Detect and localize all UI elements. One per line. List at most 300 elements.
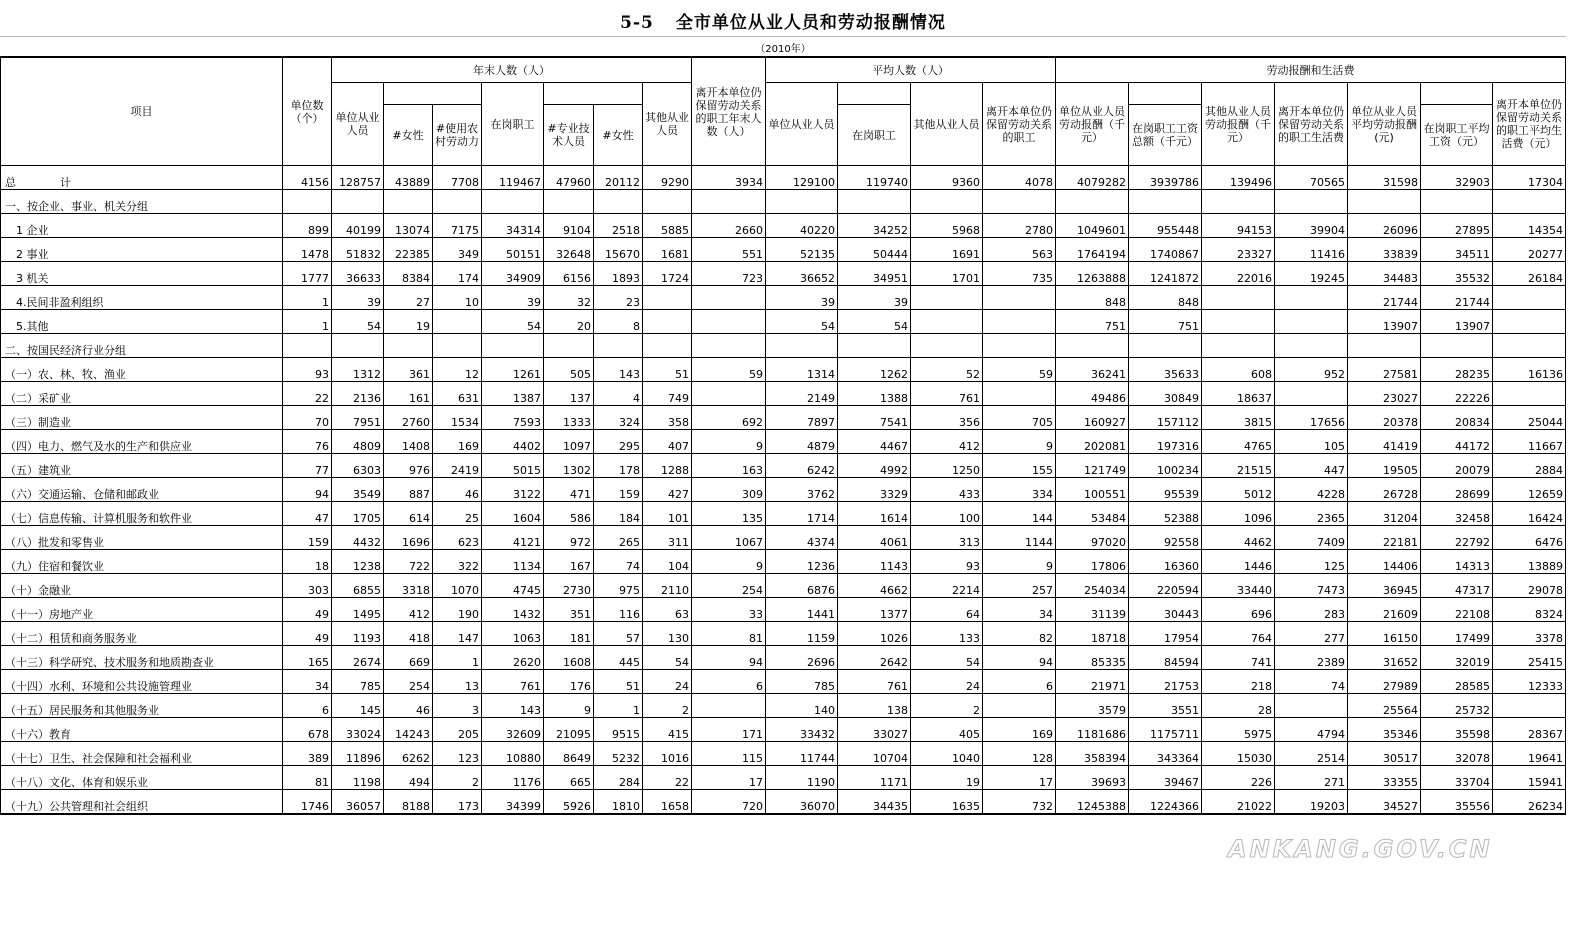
table-cell: 25415 <box>1493 646 1566 670</box>
table-cell: 34314 <box>482 214 544 238</box>
header-other-workers: 其他从业人员 <box>643 83 692 166</box>
table-cell: 2 <box>911 694 983 718</box>
table-cell <box>911 286 983 310</box>
header-avg-on-post: 在岗职工 <box>838 105 911 166</box>
table-cell: 669 <box>384 646 433 670</box>
table-cell: 2514 <box>1275 742 1348 766</box>
table-cell: 665 <box>544 766 594 790</box>
table-cell: 322 <box>433 550 482 574</box>
table-cell: 16424 <box>1493 502 1566 526</box>
table-row <box>1 238 1566 262</box>
table-cell: 1040 <box>911 742 983 766</box>
header-female-2: #女性 <box>594 105 643 166</box>
table-cell: 33839 <box>1348 238 1421 262</box>
table-cell: 4809 <box>332 430 384 454</box>
table-cell: 22 <box>283 382 332 406</box>
table-cell <box>643 310 692 334</box>
table-cell: 351 <box>544 598 594 622</box>
table-cell: 28367 <box>1493 718 1566 742</box>
table-cell: 8188 <box>384 790 433 815</box>
table-cell: 8324 <box>1493 598 1566 622</box>
table-cell: 64 <box>911 598 983 622</box>
table-cell <box>643 190 692 214</box>
table-cell: 1478 <box>283 238 332 262</box>
table-cell: 25564 <box>1348 694 1421 718</box>
table-cell: 169 <box>433 430 482 454</box>
table-cell: 324 <box>594 406 643 430</box>
table-row <box>1 262 1566 286</box>
table-cell: 764 <box>1202 622 1275 646</box>
header-pay-unit: 单位从业人员劳动报酬（千元） <box>1056 83 1129 166</box>
table-cell: 9515 <box>594 718 643 742</box>
table-cell: 976 <box>384 454 433 478</box>
table-cell: 20378 <box>1348 406 1421 430</box>
table-cell: 36633 <box>332 262 384 286</box>
table-cell: 94153 <box>1202 214 1275 238</box>
table-cell: 761 <box>911 382 983 406</box>
table-cell: 4467 <box>838 430 911 454</box>
table-cell: 412 <box>911 430 983 454</box>
table-cell <box>692 334 766 358</box>
table-cell: 52135 <box>766 238 838 262</box>
table-cell: 220594 <box>1129 574 1202 598</box>
table-cell: 51 <box>643 358 692 382</box>
table-cell: 32609 <box>482 718 544 742</box>
table-cell: 178 <box>594 454 643 478</box>
table-cell: 46 <box>433 478 482 502</box>
table-cell: 1134 <box>482 550 544 574</box>
row-label: （十一）房地产业 <box>1 598 283 622</box>
table-cell: 36241 <box>1056 358 1129 382</box>
table-cell: 184 <box>594 502 643 526</box>
table-cell: 952 <box>1275 358 1348 382</box>
table-cell: 82 <box>983 622 1056 646</box>
table-row <box>1 766 1566 790</box>
table-cell: 1 <box>283 286 332 310</box>
table-cell: 1446 <box>1202 550 1275 574</box>
table-cell: 33027 <box>838 718 911 742</box>
table-cell: 92558 <box>1129 526 1202 550</box>
table-cell: 311 <box>643 526 692 550</box>
table-cell: 26234 <box>1493 790 1566 815</box>
table-cell: 25732 <box>1421 694 1493 718</box>
table-cell: 848 <box>1129 286 1202 310</box>
table-cell: 25 <box>433 502 482 526</box>
table-cell <box>1275 334 1348 358</box>
table-cell: 129100 <box>766 166 838 190</box>
header-professional: #专业技术人员 <box>544 105 594 166</box>
table-cell: 36070 <box>766 790 838 815</box>
table-cell: 28 <box>1202 694 1275 718</box>
table-cell: 1224366 <box>1129 790 1202 815</box>
table-cell: 7473 <box>1275 574 1348 598</box>
table-cell <box>544 190 594 214</box>
table-cell: 7593 <box>482 406 544 430</box>
table-cell: 1 <box>433 646 482 670</box>
table-cell: 3934 <box>692 166 766 190</box>
table-cell <box>594 334 643 358</box>
table-cell: 34527 <box>1348 790 1421 815</box>
table-cell: 51 <box>594 670 643 694</box>
table-cell: 202081 <box>1056 430 1129 454</box>
table-cell: 101 <box>643 502 692 526</box>
table-cell: 22 <box>643 766 692 790</box>
table-cell: 76 <box>283 430 332 454</box>
row-label: （七）信息传输、计算机服务和软件业 <box>1 502 283 526</box>
row-label: （四）电力、燃气及水的生产和供应业 <box>1 430 283 454</box>
table-cell: 143 <box>482 694 544 718</box>
table-cell: 49 <box>283 622 332 646</box>
header-female: #女性 <box>384 105 433 166</box>
table-cell: 27581 <box>1348 358 1421 382</box>
table-cell <box>1056 334 1129 358</box>
table-cell: 39 <box>332 286 384 310</box>
table-cell: 4121 <box>482 526 544 550</box>
table-row <box>1 214 1566 238</box>
table-cell: 1236 <box>766 550 838 574</box>
table-cell: 899 <box>283 214 332 238</box>
table-cell <box>433 310 482 334</box>
table-row <box>1 526 1566 550</box>
table-cell: 2149 <box>766 382 838 406</box>
table-cell: 1388 <box>838 382 911 406</box>
table-cell: 955448 <box>1129 214 1202 238</box>
table-cell: 11896 <box>332 742 384 766</box>
table-cell: 2 <box>433 766 482 790</box>
table-cell: 21744 <box>1421 286 1493 310</box>
table-cell: 3939786 <box>1129 166 1202 190</box>
table-cell: 7409 <box>1275 526 1348 550</box>
row-label: （十四）水利、环境和公共设施管理业 <box>1 670 283 694</box>
table-cell: 741 <box>1202 646 1275 670</box>
table-cell: 4745 <box>482 574 544 598</box>
table-cell: 277 <box>1275 622 1348 646</box>
table-cell: 785 <box>332 670 384 694</box>
table-cell <box>482 334 544 358</box>
table-cell: 39904 <box>1275 214 1348 238</box>
table-cell: 303 <box>283 574 332 598</box>
table-row <box>1 382 1566 406</box>
table-cell: 165 <box>283 646 332 670</box>
table-cell: 10704 <box>838 742 911 766</box>
table-cell: 50444 <box>838 238 911 262</box>
table-cell: 34252 <box>838 214 911 238</box>
table-cell <box>1493 334 1566 358</box>
table-cell: 975 <box>594 574 643 598</box>
table-cell: 5012 <box>1202 478 1275 502</box>
table-cell: 1696 <box>384 526 433 550</box>
table-cell <box>838 334 911 358</box>
table-cell: 28235 <box>1421 358 1493 382</box>
table-cell: 130 <box>643 622 692 646</box>
table-cell: 34435 <box>838 790 911 815</box>
table-cell: 415 <box>643 718 692 742</box>
table-cell: 21609 <box>1348 598 1421 622</box>
table-cell: 349 <box>433 238 482 262</box>
table-cell: 52 <box>911 358 983 382</box>
table-cell: 33432 <box>766 718 838 742</box>
table-cell: 785 <box>766 670 838 694</box>
title-divider <box>0 36 1566 37</box>
table-cell: 116 <box>594 598 643 622</box>
table-cell: 723 <box>692 262 766 286</box>
table-cell <box>1493 190 1566 214</box>
table-row <box>1 190 1566 214</box>
header-pay: 劳动报酬和生活费 <box>1056 57 1566 83</box>
table-cell: 17656 <box>1275 406 1348 430</box>
table-row <box>1 670 1566 694</box>
table-row <box>1 358 1566 382</box>
table-cell: 848 <box>1056 286 1129 310</box>
table-cell: 19641 <box>1493 742 1566 766</box>
table-cell <box>384 190 433 214</box>
table-cell: 160927 <box>1056 406 1129 430</box>
table-cell: 4061 <box>838 526 911 550</box>
statistics-table <box>0 56 1566 815</box>
header-year-end: 年末人数（人） <box>332 57 692 83</box>
table-cell: 28585 <box>1421 670 1493 694</box>
table-cell: 32648 <box>544 238 594 262</box>
table-cell: 1724 <box>643 262 692 286</box>
table-cell: 7951 <box>332 406 384 430</box>
table-cell: 1314 <box>766 358 838 382</box>
header-rural: #使用农村劳动力 <box>433 105 482 166</box>
table-cell: 20112 <box>594 166 643 190</box>
table-cell: 1143 <box>838 550 911 574</box>
table-cell: 1070 <box>433 574 482 598</box>
table-cell: 47 <box>283 502 332 526</box>
table-cell: 34483 <box>1348 262 1421 286</box>
table-cell <box>1348 190 1421 214</box>
table-cell: 4228 <box>1275 478 1348 502</box>
table-cell: 41419 <box>1348 430 1421 454</box>
row-label: （十八）文化、体育和娱乐业 <box>1 766 283 790</box>
table-cell: 18 <box>283 550 332 574</box>
table-cell: 2110 <box>643 574 692 598</box>
table-cell: 447 <box>1275 454 1348 478</box>
table-cell: 8649 <box>544 742 594 766</box>
table-cell: 47317 <box>1421 574 1493 598</box>
row-label: （八）批发和零售业 <box>1 526 283 550</box>
table-cell: 15941 <box>1493 766 1566 790</box>
table-cell: 2674 <box>332 646 384 670</box>
table-cell: 105 <box>1275 430 1348 454</box>
table-cell: 161 <box>384 382 433 406</box>
table-cell: 1181686 <box>1056 718 1129 742</box>
table-cell: 735 <box>983 262 1056 286</box>
table-cell: 761 <box>838 670 911 694</box>
table-cell: 30849 <box>1129 382 1202 406</box>
table-cell: 14406 <box>1348 550 1421 574</box>
table-cell: 14313 <box>1421 550 1493 574</box>
table-cell: 4662 <box>838 574 911 598</box>
table-cell <box>1129 334 1202 358</box>
table-cell: 22181 <box>1348 526 1421 550</box>
header-blank-4 <box>1129 83 1202 105</box>
table-cell: 74 <box>1275 670 1348 694</box>
table-cell <box>1493 310 1566 334</box>
table-cell: 412 <box>384 598 433 622</box>
table-row <box>1 406 1566 430</box>
table-cell: 155 <box>983 454 1056 478</box>
table-cell: 6 <box>983 670 1056 694</box>
table-cell: 121749 <box>1056 454 1129 478</box>
table-cell: 24 <box>643 670 692 694</box>
table-cell: 19 <box>911 766 983 790</box>
table-row <box>1 718 1566 742</box>
table-cell: 100 <box>911 502 983 526</box>
table-cell: 1534 <box>433 406 482 430</box>
header-on-post: 在岗职工 <box>482 83 544 166</box>
table-cell: 19 <box>384 310 433 334</box>
table-cell: 10 <box>433 286 482 310</box>
header-pay-retained: 离开本单位仍保留劳动关系的职工生活费 <box>1275 83 1348 166</box>
table-cell: 34951 <box>838 262 911 286</box>
table-cell: 18637 <box>1202 382 1275 406</box>
table-cell <box>1493 286 1566 310</box>
row-label: （五）建筑业 <box>1 454 283 478</box>
table-cell: 4432 <box>332 526 384 550</box>
table-cell: 39 <box>482 286 544 310</box>
table-cell: 2 <box>643 694 692 718</box>
table-cell: 4765 <box>1202 430 1275 454</box>
table-cell: 12 <box>433 358 482 382</box>
table-cell: 133 <box>911 622 983 646</box>
table-cell: 63 <box>643 598 692 622</box>
table-row <box>1 502 1566 526</box>
table-cell: 21753 <box>1129 670 1202 694</box>
header-unit-workers: 单位从业人员 <box>332 83 384 166</box>
header-avg-pay-on-post: 在岗职工平均工资（元） <box>1421 105 1493 166</box>
table-cell: 2620 <box>482 646 544 670</box>
table-cell: 4078 <box>983 166 1056 190</box>
table-cell: 49 <box>283 598 332 622</box>
row-label: 二、按国民经济行业分组 <box>1 334 283 358</box>
header-average: 平均人数（人） <box>766 57 1056 83</box>
table-cell: 696 <box>1202 598 1275 622</box>
table-cell <box>766 334 838 358</box>
title-number: 5-5 <box>620 13 654 33</box>
table-cell: 356 <box>911 406 983 430</box>
table-cell <box>332 334 384 358</box>
table-cell: 3551 <box>1129 694 1202 718</box>
table-cell: 226 <box>1202 766 1275 790</box>
row-label: 一、按企业、事业、机关分组 <box>1 190 283 214</box>
table-cell: 2419 <box>433 454 482 478</box>
table-cell: 1261 <box>482 358 544 382</box>
table-cell: 31204 <box>1348 502 1421 526</box>
table-row <box>1 550 1566 574</box>
table-cell <box>1056 190 1129 214</box>
table-cell: 1067 <box>692 526 766 550</box>
table-cell: 751 <box>1129 310 1202 334</box>
table-row <box>1 694 1566 718</box>
table-cell: 19203 <box>1275 790 1348 815</box>
table-cell <box>692 310 766 334</box>
table-cell: 28699 <box>1421 478 1493 502</box>
table-cell: 4079282 <box>1056 166 1129 190</box>
table-cell: 171 <box>692 718 766 742</box>
table-cell: 21971 <box>1056 670 1129 694</box>
table-cell: 283 <box>1275 598 1348 622</box>
table-cell: 1263888 <box>1056 262 1129 286</box>
table-cell: 10880 <box>482 742 544 766</box>
table-cell: 6476 <box>1493 526 1566 550</box>
table-cell: 3122 <box>482 478 544 502</box>
table-cell: 94 <box>283 478 332 502</box>
table-cell: 343364 <box>1129 742 1202 766</box>
table-cell: 313 <box>911 526 983 550</box>
row-label: 4.民间非盈利组织 <box>1 286 283 310</box>
table-cell: 46 <box>384 694 433 718</box>
table-cell: 1262 <box>838 358 911 382</box>
table-row <box>1 598 1566 622</box>
table-cell: 176 <box>544 670 594 694</box>
table-cell: 4879 <box>766 430 838 454</box>
table-cell: 1701 <box>911 262 983 286</box>
table-cell: 972 <box>544 526 594 550</box>
table-cell: 20834 <box>1421 406 1493 430</box>
table-cell: 1635 <box>911 790 983 815</box>
table-cell <box>983 190 1056 214</box>
table-cell: 6303 <box>332 454 384 478</box>
table-cell: 20277 <box>1493 238 1566 262</box>
table-cell: 17 <box>983 766 1056 790</box>
table-cell: 1190 <box>766 766 838 790</box>
table-cell: 1714 <box>766 502 838 526</box>
table-cell: 9104 <box>544 214 594 238</box>
table-cell <box>1493 382 1566 406</box>
table-cell: 3329 <box>838 478 911 502</box>
table-cell: 33440 <box>1202 574 1275 598</box>
table-cell: 81 <box>283 766 332 790</box>
table-row <box>1 286 1566 310</box>
table-cell: 1176 <box>482 766 544 790</box>
table-cell: 19505 <box>1348 454 1421 478</box>
table-cell <box>983 310 1056 334</box>
table-cell: 100234 <box>1129 454 1202 478</box>
table-cell: 31139 <box>1056 598 1129 622</box>
table-cell <box>1202 334 1275 358</box>
table-cell: 59 <box>983 358 1056 382</box>
table-cell: 26728 <box>1348 478 1421 502</box>
table-cell: 54 <box>482 310 544 334</box>
table-cell: 271 <box>1275 766 1348 790</box>
table-cell: 284 <box>594 766 643 790</box>
table-cell: 123 <box>433 742 482 766</box>
table-cell: 4462 <box>1202 526 1275 550</box>
table-cell: 1387 <box>482 382 544 406</box>
table-cell: 39 <box>838 286 911 310</box>
table-cell: 14354 <box>1493 214 1566 238</box>
table-cell <box>911 310 983 334</box>
table-cell <box>283 190 332 214</box>
table-cell: 32019 <box>1421 646 1493 670</box>
table-row <box>1 454 1566 478</box>
table-cell: 13907 <box>1421 310 1493 334</box>
table-cell: 54 <box>332 310 384 334</box>
table-cell: 1333 <box>544 406 594 430</box>
table-cell: 505 <box>544 358 594 382</box>
table-cell: 678 <box>283 718 332 742</box>
table-cell <box>838 190 911 214</box>
table-cell: 19245 <box>1275 262 1348 286</box>
table-cell: 23027 <box>1348 382 1421 406</box>
table-cell: 31652 <box>1348 646 1421 670</box>
table-cell <box>482 190 544 214</box>
table-cell <box>1275 382 1348 406</box>
table-cell: 1063 <box>482 622 544 646</box>
